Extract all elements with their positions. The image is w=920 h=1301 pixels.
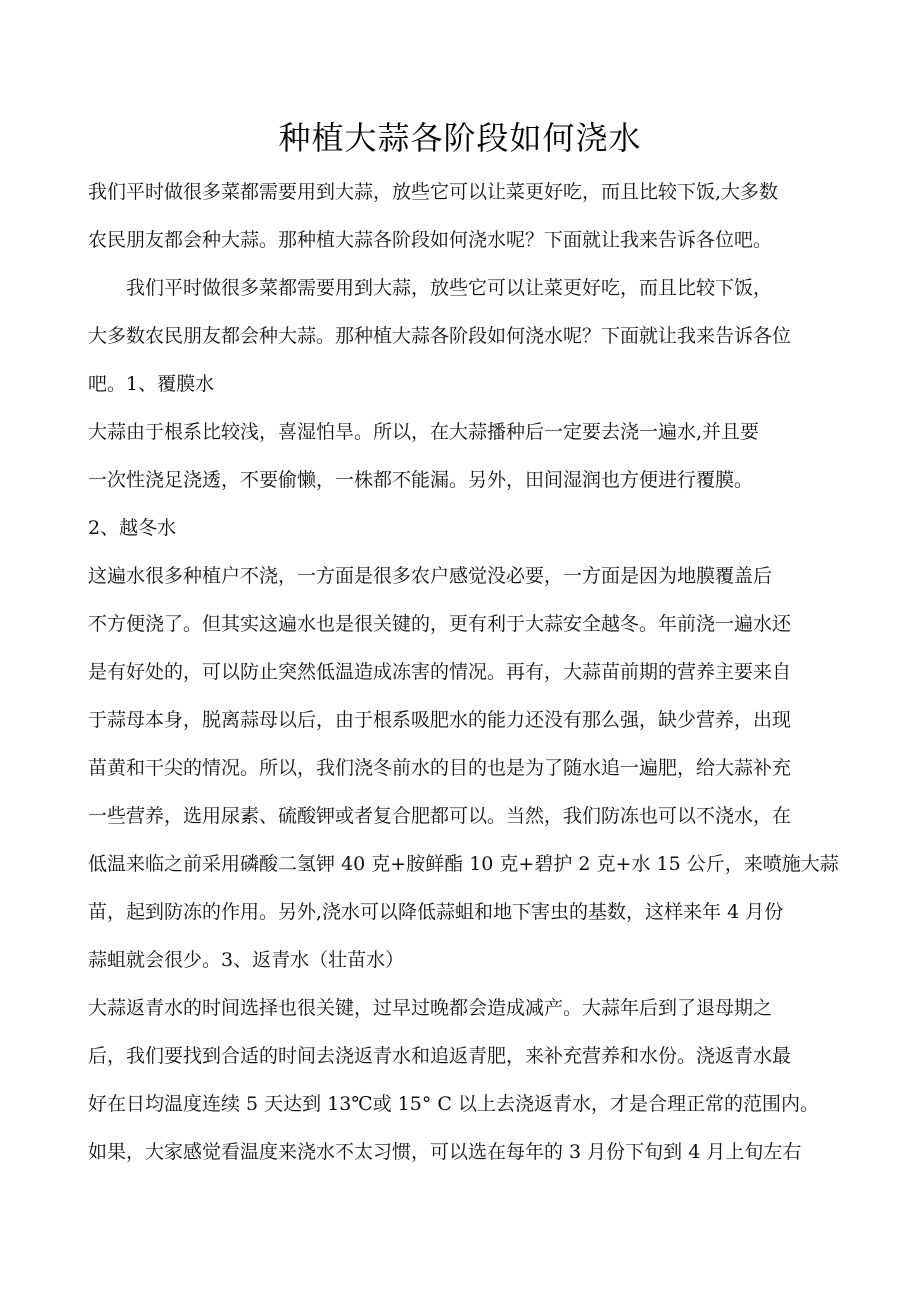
text-line: 好在日均温度连续 5 天达到 13℃或 15° C 以上去浇返青水，才是合理正常的范围内。 bbox=[88, 1093, 819, 1115]
text-line: 我们平时做很多菜都需要用到大蒜，放些它可以让菜更好吃，而且比较下饭， bbox=[88, 277, 773, 299]
section-heading-3: 蒜蛆就会很少。3、返青水（壮苗水） bbox=[88, 949, 405, 971]
text-line: 是有好处的，可以防止突然低温造成冻害的情况。再有，大蒜苗前期的营养主要来自 bbox=[88, 661, 792, 683]
text-line: 苗黄和干尖的情况。所以，我们浇冬前水的目的也是为了随水追一遍肥，给大蒜补充 bbox=[88, 757, 792, 779]
text-line: 低温来临之前采用磷酸二氢钾 40 克+胺鲜酯 10 克+碧护 2 克+水 15 公斤，来喷施大蒜 bbox=[88, 853, 839, 875]
text-line: 苗，起到防冻的作用。另外,浇水可以降低蒜蛆和地下害虫的基数，这样来年 4 月份 bbox=[88, 901, 784, 923]
text-line: 大蒜返青水的时间选择也很关键，过早过晚都会造成减产。大蒜年后到了退母期之 bbox=[88, 997, 773, 1019]
section-heading-1: 吧。1、覆膜水 bbox=[88, 373, 215, 395]
text-line: 这遍水很多种植户不浇，一方面是很多农户感觉没必要，一方面是因为地膜覆盖后 bbox=[88, 565, 773, 587]
document-title: 种植大蒜各阶段如何浇水 bbox=[278, 119, 642, 157]
text-line: 于蒜母本身，脱离蒜母以后，由于根系吸肥水的能力还没有那么强，缺少营养，出现 bbox=[88, 709, 792, 731]
text-line: 一次性浇足浇透，不要偷懒，一株都不能漏。另外，田间湿润也方便进行覆膜。 bbox=[88, 469, 754, 491]
text-line: 如果，大家感觉看温度来浇水不太习惯，可以选在每年的 3 月份下旬到 4 月上旬左右 bbox=[88, 1141, 802, 1163]
text-line: 我们平时做很多菜都需要用到大蒜，放些它可以让菜更好吃，而且比较下饭,大多数 bbox=[88, 181, 779, 203]
text-line: 不方便浇了。但其实这遍水也是很关键的，更有利于大蒜安全越冬。年前浇一遍水还 bbox=[88, 613, 792, 635]
text-line: 一些营养，选用尿素、硫酸钾或者复合肥都可以。当然，我们防冻也可以不浇水，在 bbox=[88, 805, 792, 827]
text-line: 后，我们要找到合适的时间去浇返青水和追返青肥，来补充营养和水份。浇返青水最 bbox=[88, 1045, 792, 1067]
text-line: 大多数农民朋友都会种大蒜。那种植大蒜各阶段如何浇水呢？下面就让我来告诉各位 bbox=[88, 325, 792, 347]
text-line: 农民朋友都会种大蒜。那种植大蒜各阶段如何浇水呢？下面就让我来告诉各位吧。 bbox=[88, 229, 773, 251]
text-line: 大蒜由于根系比较浅，喜湿怕旱。所以，在大蒜播种后一定要去浇一遍水,并且要 bbox=[88, 421, 760, 443]
section-heading-2: 2、越冬水 bbox=[88, 517, 177, 539]
